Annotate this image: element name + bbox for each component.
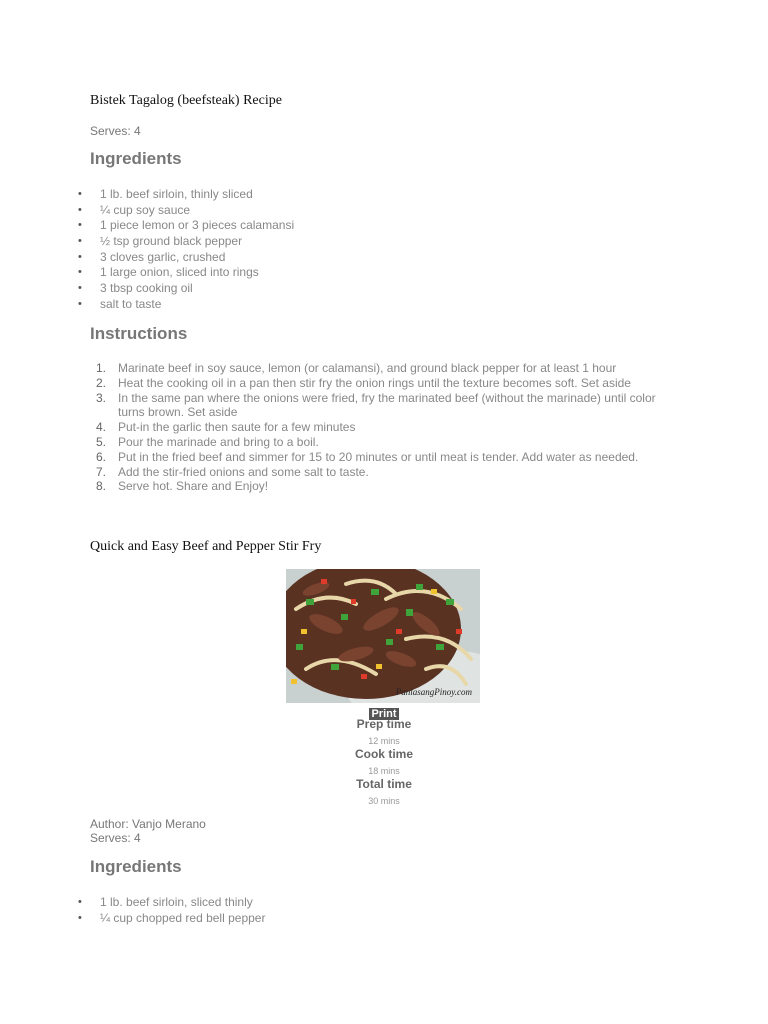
instruction-step bbox=[0, 465, 680, 480]
step-number: 4. bbox=[96, 420, 107, 435]
instruction-step bbox=[0, 361, 680, 376]
instruction-step bbox=[0, 391, 680, 421]
ingredient-item: • salt to taste bbox=[100, 297, 294, 313]
serves-text: Serves: 4 bbox=[90, 831, 141, 845]
prep-time-value: 12 mins bbox=[368, 736, 400, 746]
cook-time-value: 18 mins bbox=[368, 766, 400, 776]
cook-time-label: Cook time bbox=[354, 747, 413, 761]
ingredients-heading: Ingredients bbox=[90, 857, 182, 876]
step-number: 2. bbox=[96, 375, 107, 390]
ingredient-item: • 3 cloves garlic, crushed bbox=[100, 250, 294, 266]
step-text: Heat the cooking oil in a pan then stir fry the onion rings until the texture becomes soft. Set aside bbox=[118, 375, 631, 390]
print-button[interactable]: Print bbox=[371, 708, 397, 720]
ingredient-item: • ¼ cup chopped red bell pepper bbox=[100, 911, 265, 927]
instruction-step bbox=[0, 376, 680, 391]
step-number: 1. bbox=[96, 361, 107, 375]
prep-time-label: Prep time bbox=[356, 717, 412, 731]
photo-watermark: PanlasangPinoy.com bbox=[395, 687, 472, 697]
step-number: 8. bbox=[96, 479, 107, 494]
instruction-step bbox=[0, 450, 680, 465]
ingredient-item: • 1 lb. beef sirloin, sliced thinly bbox=[100, 895, 265, 911]
total-time-label: Total time bbox=[356, 777, 412, 791]
step-text: Marinate beef in soy sauce, lemon (or calamansi), and ground black pepper for at least 1 hour bbox=[118, 361, 617, 375]
instruction-step bbox=[0, 420, 680, 435]
ingredient-item: • 3 tbsp cooking oil bbox=[100, 281, 294, 297]
ingredients-list bbox=[0, 895, 265, 926]
instruction-step bbox=[0, 435, 680, 450]
ingredient-item: • ½ tsp ground black pepper bbox=[100, 234, 294, 250]
recipe-title: Quick and Easy Beef and Pepper Stir Fry bbox=[90, 539, 322, 554]
step-text: Pour the marinade and bring to a boil. bbox=[118, 434, 319, 449]
step-number: 5. bbox=[96, 434, 107, 449]
beef-stir-fry-image bbox=[286, 569, 480, 703]
ingredients-heading: Ingredients bbox=[90, 149, 182, 168]
instructions-list bbox=[0, 361, 680, 494]
instructions-heading: Instructions bbox=[90, 324, 188, 343]
step-text: Put in the fried beef and simmer for 15 to 20 minutes or until meat is tender. Add water as needed. bbox=[118, 449, 639, 464]
step-number: 7. bbox=[96, 464, 107, 479]
step-number: 3. bbox=[96, 390, 107, 405]
step-text: Put-in the garlic then saute for a few minutes bbox=[118, 420, 356, 435]
recipe-title: Bistek Tagalog (beefsteak) Recipe bbox=[90, 93, 282, 108]
recipe-photo bbox=[286, 569, 480, 703]
ingredient-item: • 1 piece lemon or 3 pieces calamansi bbox=[100, 218, 294, 234]
total-time-value: 30 mins bbox=[368, 796, 400, 806]
author-text: Author: Vanjo Merano bbox=[90, 817, 206, 831]
serves-text: Serves: 4 bbox=[90, 124, 141, 138]
ingredient-item: • 1 lb. beef sirloin, thinly sliced bbox=[100, 187, 294, 203]
ingredient-item: • ¼ cup soy sauce bbox=[100, 203, 294, 219]
ingredient-item: • 1 large onion, sliced into rings bbox=[100, 265, 294, 281]
step-text: Serve hot. Share and Enjoy! bbox=[118, 479, 269, 494]
step-text: Add the stir-fried onions and some salt to taste. bbox=[118, 464, 369, 479]
instruction-step bbox=[0, 479, 680, 494]
step-number: 6. bbox=[96, 449, 107, 464]
step-text: In the same pan where the onions were fried, fry the marinated beef (without the marinade) until color turns brown. Set aside bbox=[118, 390, 656, 420]
ingredients-list bbox=[0, 187, 294, 313]
